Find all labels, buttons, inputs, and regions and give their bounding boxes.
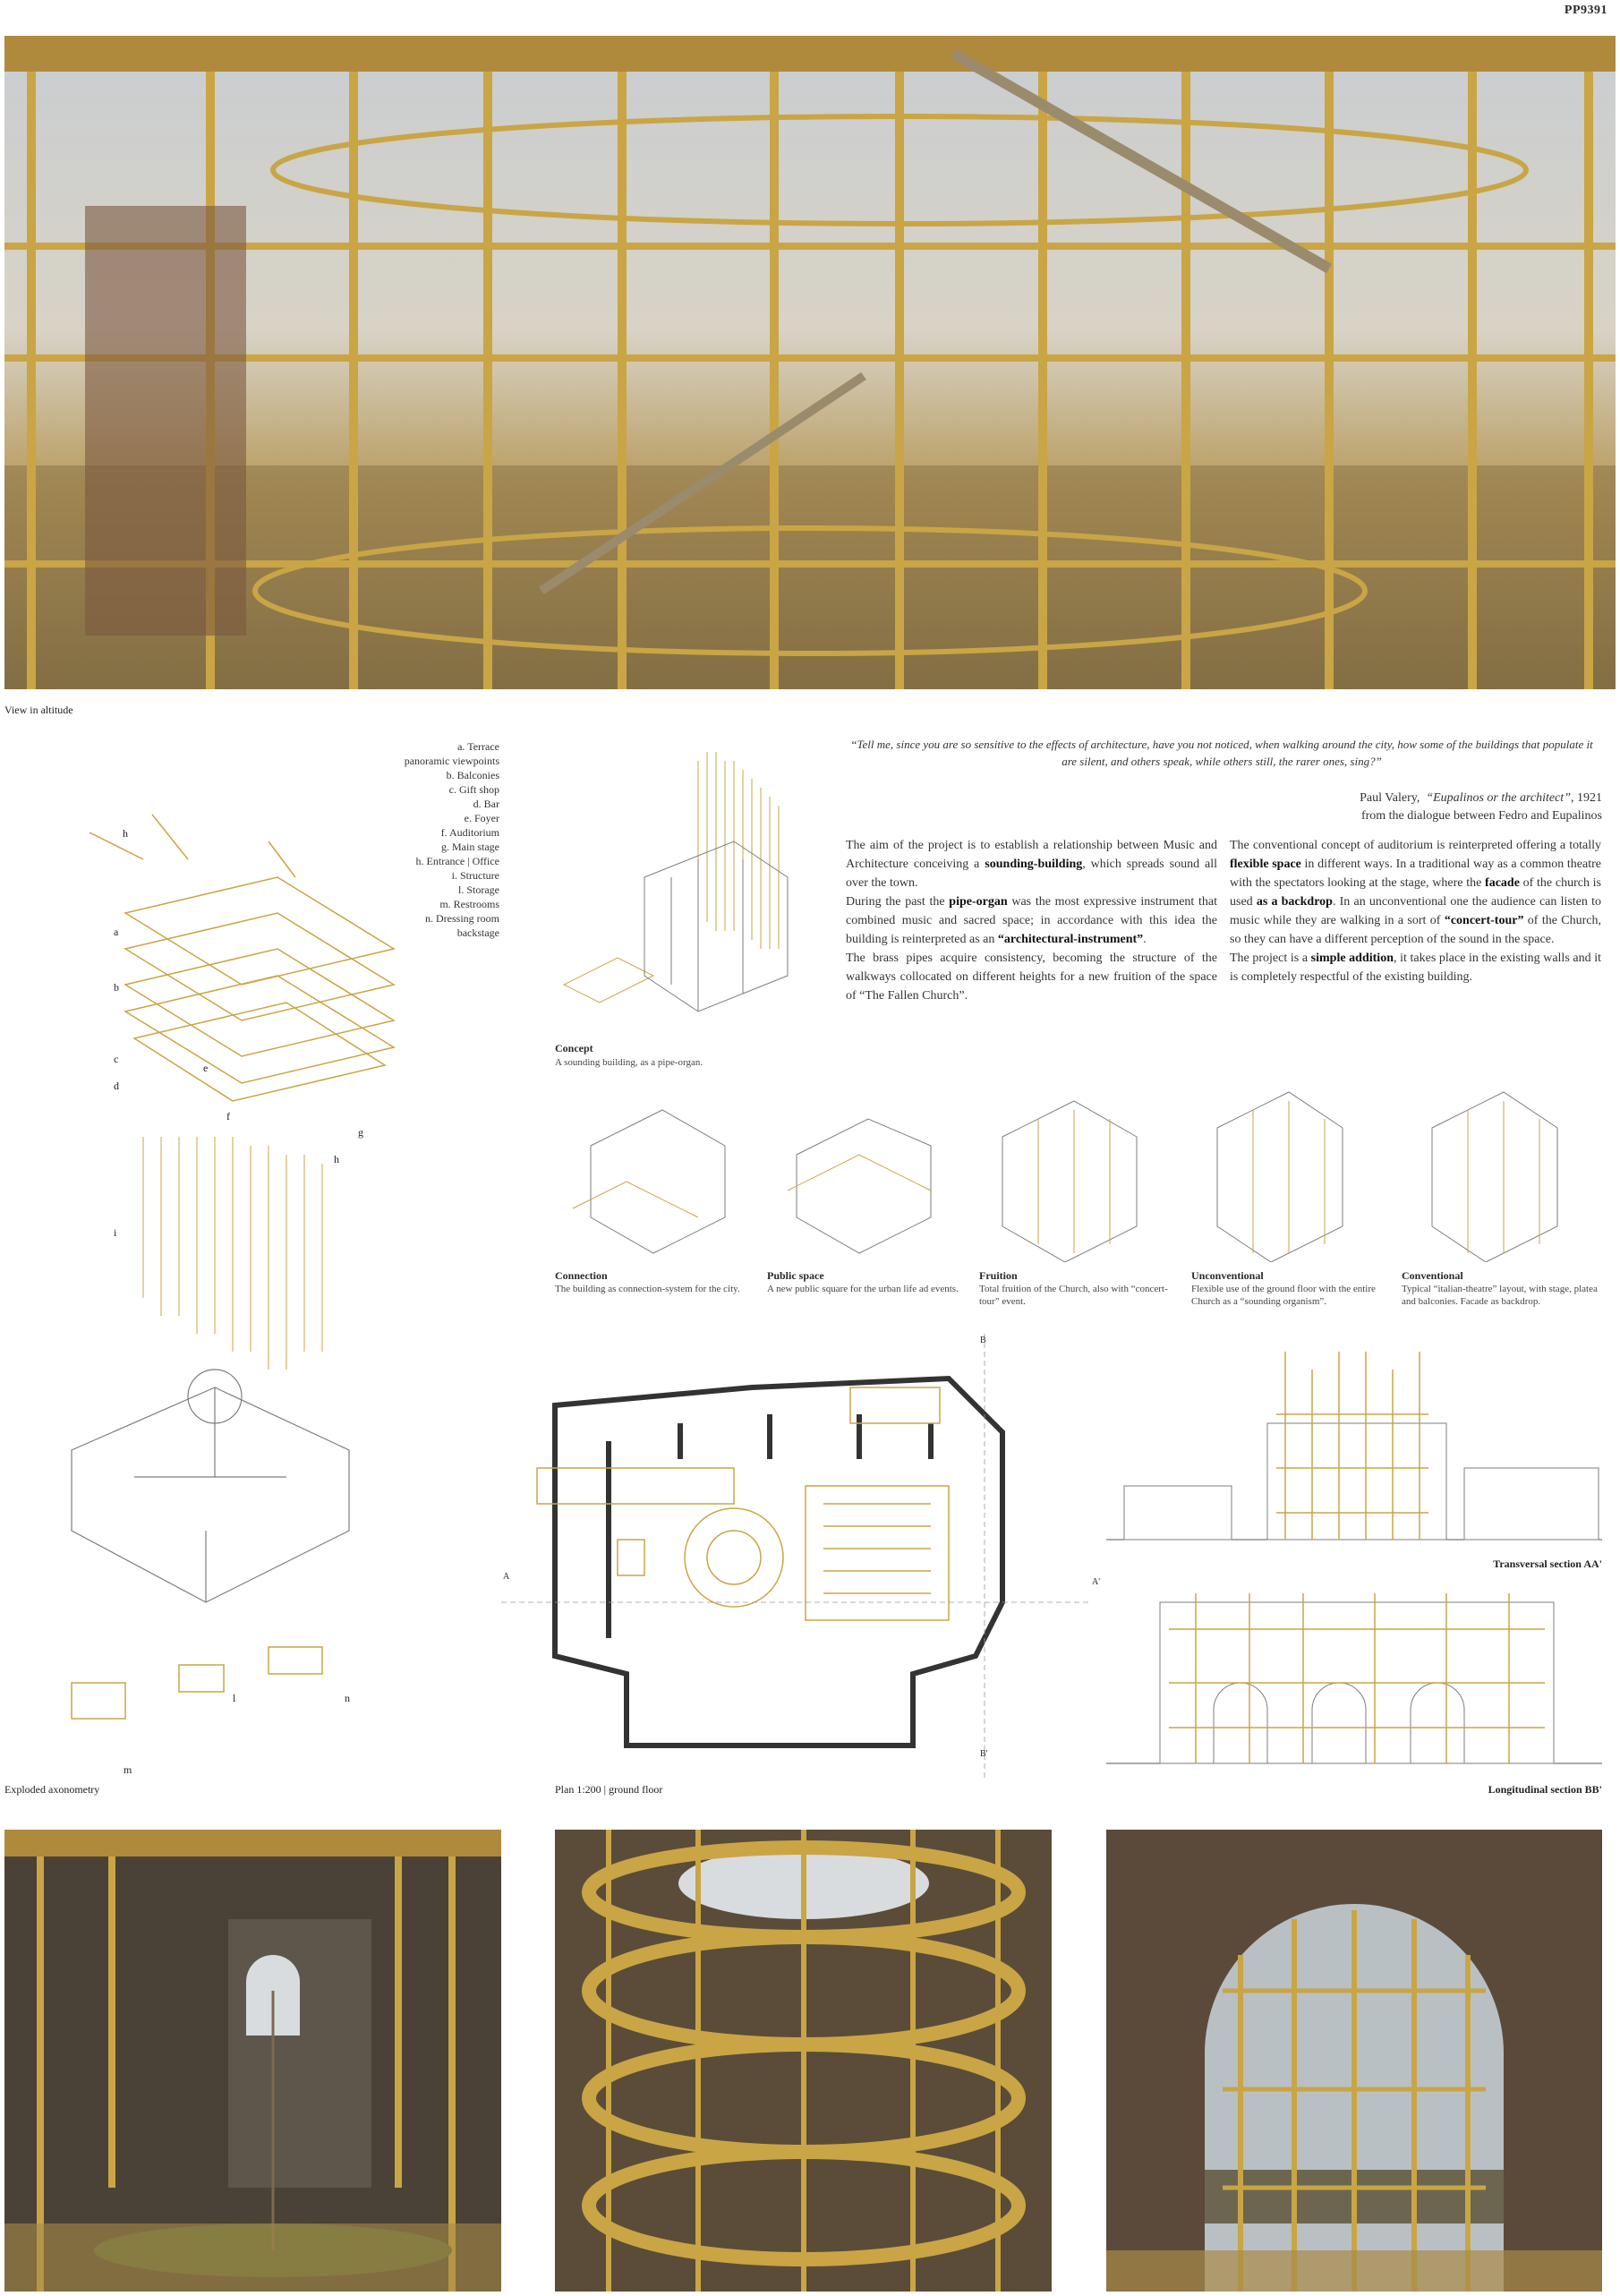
paragraph: [846, 892, 1217, 949]
text-run: During the past the: [846, 895, 950, 909]
legend-item: m. Restrooms: [439, 898, 499, 910]
scenario-item: [1191, 1269, 1384, 1308]
attribution-line: [1235, 790, 1602, 807]
section-mark: B: [980, 1336, 986, 1345]
scenario-title: Fruition: [979, 1269, 1018, 1282]
text-run: of the Church, so they can have a different perception of the sound in the space.: [1230, 914, 1601, 946]
text-run: was the most expressive instrument that combined music and sacred space; in accordance with this idea the building is reinterpreted as an: [846, 895, 1218, 946]
concept-desc: A sounding building, as a pipe-organ.: [555, 1057, 703, 1068]
axo-letter: h: [334, 1153, 339, 1165]
quote-year: , 1921: [1571, 791, 1602, 805]
interior-render-2: [555, 1830, 1052, 2292]
text-run: , it takes place in the existing walls and it is completely respectful of the existing building.: [1230, 952, 1601, 984]
legend-item: b. Balconies: [446, 769, 499, 781]
text-run: , which spreads sound all over the town.: [846, 858, 1217, 890]
legend-item: l. Storage: [458, 883, 499, 896]
scenario-title: Public space: [767, 1269, 824, 1282]
axonometry-caption: Exploded axonometry: [4, 1783, 100, 1796]
text-run: The conventional concept of auditorium is reinterpreted offering a totally: [1230, 839, 1601, 852]
axo-letter: c: [114, 1053, 119, 1065]
axo-letter: e: [203, 1062, 209, 1074]
scenario-title: Connection: [555, 1269, 608, 1282]
emphasis: facade: [1485, 876, 1520, 890]
emphasis: as a backdrop: [1256, 895, 1333, 909]
legend-item: d. Bar: [473, 798, 499, 810]
axo-letter: i: [114, 1226, 117, 1239]
interior-arch-illustration: [1106, 1830, 1602, 2292]
quote-author: Paul Valery,: [1360, 791, 1420, 805]
legend-item: a. Terrace: [457, 740, 499, 753]
quote-work: “Eupalinos or the architect”: [1426, 791, 1571, 805]
legend-item: c. Gift shop: [448, 783, 499, 796]
emphasis: flexible space: [1230, 858, 1301, 871]
concept-drawing: [555, 743, 806, 1038]
emphasis: “architectural-instrument”: [997, 933, 1144, 946]
scenario-item: [767, 1269, 959, 1295]
paragraph: The brass pipes acquire consistency, becoming the structure of the walkways collocated on different heights for a new fruition of the space of “The Fallen Church”.: [846, 952, 1217, 1003]
paragraph: [1230, 949, 1601, 986]
scenario-desc: A new public square for the urban life ad events.: [767, 1284, 959, 1294]
plan-caption: Plan 1:200 | ground floor: [555, 1783, 663, 1796]
text-run: of the church is used: [1230, 876, 1601, 909]
scenario-item: [979, 1269, 1172, 1308]
longitudinal-section: [1106, 1584, 1602, 1772]
section-mark: A: [503, 1572, 510, 1582]
legend-item: panoramic viewpoints: [404, 755, 499, 767]
paragraph: [846, 836, 1217, 892]
longitudinal-caption: Longitudinal section BB': [1488, 1783, 1602, 1796]
transversal-section: [1106, 1343, 1602, 1558]
legend-item: g. Main stage: [441, 841, 499, 853]
scenario-desc: Total fruition of the Church, also with “concert-tour” event.: [979, 1284, 1168, 1307]
emphasis: sounding-building: [985, 858, 1083, 871]
scenario-desc: Flexible use of the ground floor with the entire Church as a “sounding organism”.: [1191, 1284, 1376, 1307]
longitudinal-section-illustration: [1106, 1584, 1602, 1772]
emphasis: “concert-tour”: [1444, 914, 1524, 927]
floor-plan: [501, 1334, 1092, 1781]
legend-item: i. Structure: [451, 869, 499, 882]
axo-letter: b: [114, 981, 119, 994]
section-mark: B': [980, 1749, 988, 1759]
hero-caption: View in altitude: [4, 704, 73, 716]
hero-render: [4, 36, 1616, 689]
quote-attribution: [1235, 790, 1602, 825]
text-run: .: [1143, 933, 1147, 946]
text-run: The aim of the project is to establish a relationship between Music and Architecture conceiving a: [846, 839, 1217, 871]
legend-item: f. Auditorium: [440, 826, 499, 839]
scenario-item: [555, 1269, 747, 1295]
axo-letter: a: [114, 926, 119, 938]
scenario-title: Conventional: [1402, 1269, 1463, 1282]
floor-plan-illustration: [501, 1334, 1092, 1781]
scenario-illustrations: [555, 1083, 1602, 1262]
axo-letter: m: [124, 1763, 132, 1776]
text-column-1: [846, 836, 1217, 1005]
axonometry-legend: [304, 739, 499, 940]
concept-title: Concept: [555, 1042, 593, 1054]
transversal-caption: Transversal section AA': [1493, 1558, 1602, 1570]
project-code: PP9391: [1564, 4, 1607, 17]
text-run: in different ways. In a traditional way as a common theatre with the spectators looking at the stage, where the: [1230, 858, 1601, 890]
interior-tree-illustration: [4, 1830, 501, 2292]
axo-letter: n: [345, 1692, 350, 1704]
axo-letter: f: [226, 1110, 230, 1122]
paragraph: [1230, 836, 1601, 949]
transversal-section-illustration: [1106, 1343, 1602, 1558]
legend-item: backstage: [456, 926, 499, 939]
section-mark: A': [1092, 1577, 1101, 1587]
interior-render-3: [1106, 1830, 1602, 2292]
quote-source: from the dialogue between Fedro and Eupalinos: [1360, 809, 1602, 823]
text-run: The project is a: [1230, 952, 1311, 965]
scenario-diagrams: [555, 1083, 1602, 1262]
axo-letter: h: [123, 827, 128, 840]
legend-item: h. Entrance | Office: [415, 855, 499, 867]
legend-item: n. Dressing room: [425, 912, 499, 925]
scenario-title: Unconventional: [1191, 1269, 1264, 1282]
emphasis: simple addition: [1310, 952, 1394, 965]
axo-letter: l: [233, 1692, 236, 1704]
axo-letter: d: [114, 1080, 119, 1092]
scenario-desc: The building as connection-system for the city.: [555, 1284, 740, 1294]
scenario-item: [1402, 1269, 1599, 1308]
quote-text: “Tell me, since you are so sensitive to the effects of architecture, have you not noticed, when walking around the city, how some of the buildings that populate it are silent, and others speak, while others still, the rarer ones, sing?”: [850, 738, 1593, 768]
legend-item: e. Foyer: [464, 812, 499, 824]
text-column-2: [1230, 836, 1601, 986]
text-run: . In an unconventional one the audience can listen to music while they are walking in a sort of: [1230, 895, 1601, 927]
hero-structure-illustration: [4, 36, 1616, 689]
axo-letter: g: [358, 1126, 363, 1139]
pipe-organ-illustration: [555, 743, 806, 1038]
scenario-desc: Typical “italian-theatre” layout, with stage, platea and balconies. Facade as backdrop.: [1402, 1284, 1598, 1307]
emphasis: pipe-organ: [949, 895, 1008, 909]
interior-render-1: [4, 1830, 501, 2292]
interior-rings-illustration: [555, 1830, 1052, 2292]
